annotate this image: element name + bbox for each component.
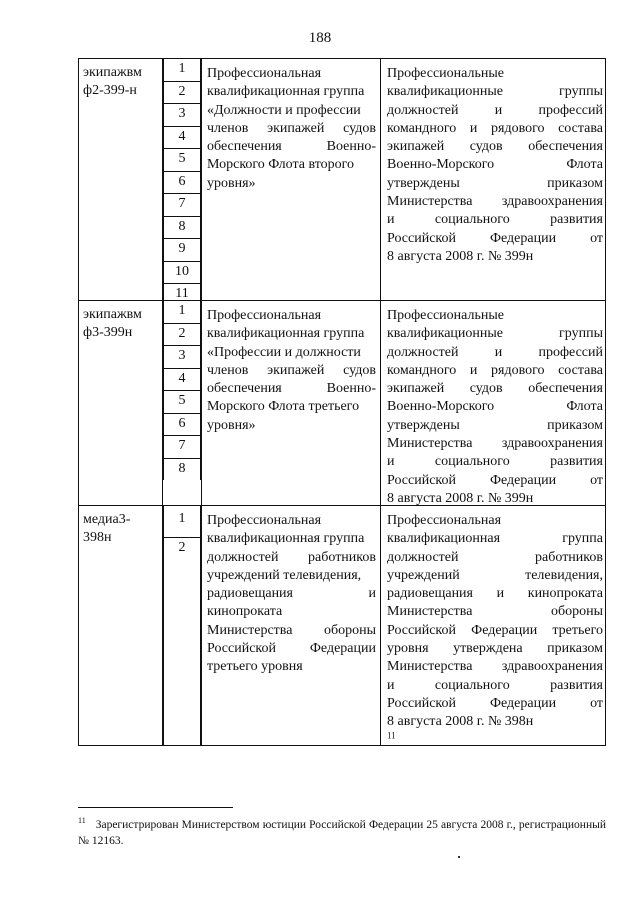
legal-basis-cell — [381, 301, 607, 505]
level-item: 1 — [164, 301, 200, 324]
level-item: 5 — [164, 149, 200, 172]
text-line: Министерства здравоохранения — [387, 659, 603, 675]
group-code-line: 398н — [83, 530, 112, 545]
text-line: командного и рядового состава — [387, 120, 603, 136]
level-item: 6 — [164, 172, 200, 195]
text-line: и социального развития — [387, 212, 603, 228]
text-line: утверждены приказом — [387, 175, 603, 191]
text-line: Морского Флота третьего — [207, 399, 360, 415]
text-line: квалификационная группа — [207, 326, 365, 342]
level-list — [163, 506, 201, 745]
text-line: должностей работников — [207, 549, 376, 565]
footnote-separator — [78, 807, 233, 808]
text-line: и социального развития — [387, 677, 603, 693]
footnote-mark: 11 — [78, 816, 86, 825]
group-code-cell — [79, 506, 163, 745]
table-row — [78, 301, 606, 506]
group-code-line: экипажвм — [83, 307, 142, 322]
text-line: должностей и профессий — [387, 344, 603, 360]
group-name-cell — [201, 301, 381, 505]
level-item: 10 — [164, 262, 200, 285]
text-line: уровня утверждена приказом — [387, 641, 603, 657]
text-line: Морского Флота второго — [207, 157, 355, 173]
text-line: Министерства здравоохранения — [387, 194, 603, 210]
text-line: должностей и профессий — [387, 102, 603, 118]
text-line: Профессиональная — [387, 513, 502, 528]
text-line: «Профессии и должности — [207, 344, 361, 360]
text-line: обеспечения Военно- — [207, 139, 376, 155]
page-number: 188 — [308, 30, 332, 46]
table-row — [78, 506, 606, 746]
text-line: Профессиональная — [207, 66, 322, 81]
text-line: квалификационные группы — [387, 84, 603, 100]
text-line: Российской Федерации от — [387, 695, 603, 711]
level-item: 6 — [164, 414, 200, 437]
level-item: 7 — [164, 194, 200, 217]
level-item: 8 — [178, 460, 186, 476]
group-code-line: экипажвм — [83, 65, 142, 80]
text-line: «Должности и профессии — [207, 102, 361, 118]
text-line: уровня» — [207, 175, 256, 191]
level-item: 5 — [164, 391, 200, 414]
level-item: 9 — [164, 239, 200, 262]
level-item: 11 — [175, 286, 189, 301]
level-item: 7 — [164, 436, 200, 459]
order-reference: 8 августа 2008 г. № 398н — [387, 714, 534, 730]
footnote — [78, 813, 606, 849]
text-line: квалификационная группа — [207, 531, 365, 547]
text-line: и социального развития — [387, 454, 603, 470]
group-name-cell — [201, 506, 381, 745]
text-line: Министерства здравоохранения — [387, 436, 603, 452]
table-row — [78, 58, 606, 301]
text-line: кинопроката — [207, 604, 283, 620]
level-list — [163, 59, 201, 300]
level-item: 2 — [164, 82, 200, 105]
text-line — [387, 713, 603, 750]
text-line: Министерства обороны — [207, 622, 376, 638]
text-line: радиовещания и кинопроката — [387, 586, 603, 602]
group-code-cell — [79, 301, 163, 505]
text-line: третьего уровня — [207, 659, 303, 675]
text-line: 8 августа 2008 г. № 399н — [387, 248, 534, 264]
text-line: экипажей судов обеспечения — [387, 139, 603, 155]
scan-dot — [458, 856, 460, 858]
group-code-line: ф3-399н — [83, 325, 133, 340]
text-line: Профессиональные — [387, 308, 504, 323]
text-line: радиовещания и — [207, 586, 376, 602]
footnote-reference: 11 — [387, 729, 396, 740]
text-line: Российской Федерации от — [387, 230, 603, 246]
text-line: Министерства обороны — [387, 604, 603, 620]
group-code-cell — [79, 59, 163, 300]
text-line: Российской Федерации — [207, 641, 376, 657]
legal-basis-cell — [381, 506, 607, 745]
text-line: учреждений телевидения, — [387, 567, 603, 583]
text-line: Военно-Морского Флота — [387, 399, 603, 415]
text-line: членов экипажей судов — [207, 120, 376, 136]
text-line: Профессиональная — [207, 513, 322, 528]
text-line: уровня» — [207, 417, 256, 433]
text-line: Военно-Морского Флота — [387, 157, 603, 173]
text-line: квалификационная группа — [207, 84, 365, 100]
legal-basis-cell — [381, 59, 607, 300]
text-line: квалификационная группа — [387, 531, 603, 547]
text-line: должностей работников — [387, 549, 603, 565]
level-item: 2 — [164, 324, 200, 347]
group-code-line: медиа3- — [83, 512, 131, 527]
text-line: командного и рядового состава — [387, 362, 603, 378]
level-item: 4 — [164, 369, 200, 392]
text-line: Российской Федерации от — [387, 472, 603, 488]
group-name-cell — [201, 59, 381, 300]
text-line: утверждены приказом — [387, 417, 603, 433]
text-line: обеспечения Военно- — [207, 381, 376, 397]
text-line: членов экипажей судов — [207, 362, 376, 378]
text-line: экипажей судов обеспечения — [387, 381, 603, 397]
text-line: Профессиональная — [207, 308, 322, 323]
text-line: Российской Федерации третьего — [387, 622, 603, 638]
text-line: квалификационные группы — [387, 326, 603, 342]
footnote-text: Зарегистрирован Министерством юстиции Российской Федерации 25 августа 2008 г., регистрационный № 12163. — [78, 818, 606, 847]
level-item: 4 — [164, 127, 200, 150]
group-code-line: ф2-399-н — [83, 83, 137, 98]
text-line: Профессиональные — [387, 66, 504, 81]
level-item: 1 — [164, 506, 200, 538]
level-item: 1 — [164, 59, 200, 82]
level-item: 3 — [164, 346, 200, 369]
level-item: 3 — [164, 104, 200, 127]
level-list — [163, 301, 201, 480]
level-item: 8 — [164, 217, 200, 240]
level-item: 2 — [178, 540, 186, 555]
text-line: 8 августа 2008 г. № 399н — [387, 490, 534, 506]
text-line: учреждений телевидения, — [207, 567, 362, 583]
qualification-table — [78, 58, 606, 746]
